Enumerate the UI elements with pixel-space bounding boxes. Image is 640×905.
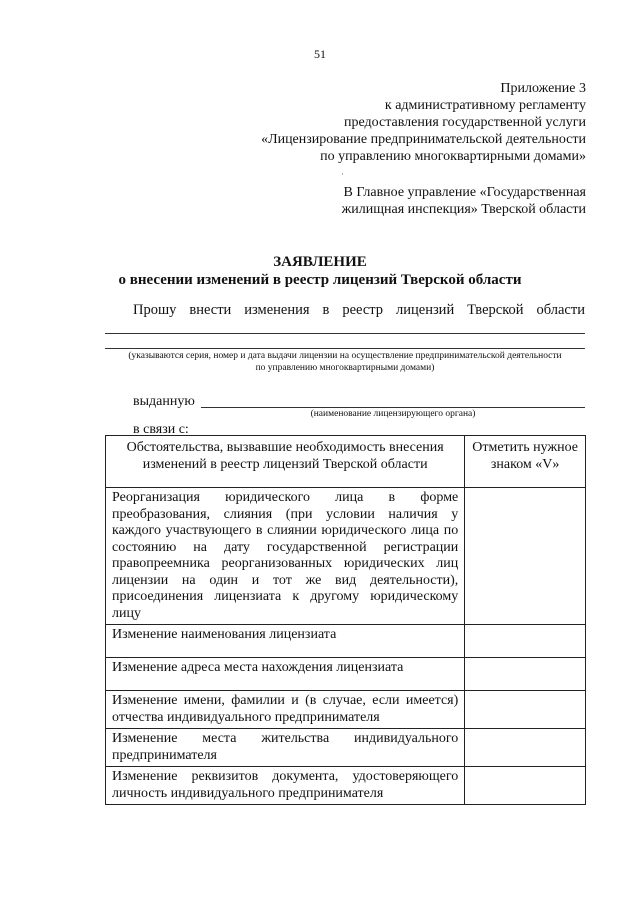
row-text: Изменение реквизитов документа, удостоверяющего личность индивидуального предпринимателя	[106, 767, 465, 805]
stray-dot: ·	[341, 170, 344, 179]
request-word: области	[536, 302, 585, 318]
license-fill-line-2[interactable]	[105, 348, 585, 349]
title-main: ЗАЯВЛЕНИЕ	[273, 254, 367, 270]
row-text: Изменение имени, фамилии и (в случае, если имеется) отчества индивидуального предпринимателя	[106, 691, 465, 729]
mark-cell[interactable]	[465, 691, 586, 729]
mark-cell[interactable]	[465, 625, 586, 658]
request-word: внести	[189, 302, 232, 318]
document-title	[0, 253, 640, 289]
appendix-line: Приложение 3	[500, 81, 586, 96]
row-text: Изменение адреса места нахождения лицензиата	[106, 658, 465, 691]
request-sentence	[105, 302, 585, 319]
license-hint	[80, 350, 610, 374]
row-text: Реорганизация юридического лица в форме преобразования, слияния (при условии наличия у каждого участвующего в слиянии юридического лица по состоянию на дату государственной регистрации правопреемника реорганизованных юридических лиц лицензии на один и тот же вид деятельности), присоединения лицензиата к другому юридическому лицу	[106, 488, 465, 625]
header-circumstances: Обстоятельства, вызвавшие необходимость внесения изменений в реестр лицензий Тверской области	[106, 436, 465, 488]
mark-cell[interactable]	[465, 767, 586, 805]
mark-cell[interactable]	[465, 658, 586, 691]
due-to-label: в связи с:	[133, 422, 189, 437]
issuing-authority-hint: (наименование лицензирующего органа)	[310, 409, 476, 419]
mark-cell[interactable]	[465, 488, 586, 625]
request-word: лицензий	[396, 302, 455, 318]
row-text: Изменение места жительства индивидуального предпринимателя	[106, 729, 465, 767]
issuing-authority-fill-line[interactable]	[201, 407, 585, 408]
addressee-line: жилищная инспекция» Тверской области	[341, 202, 586, 217]
appendix-line: по управлению многоквартирными домами»	[320, 149, 586, 164]
request-word: реестр	[342, 302, 384, 318]
table-row	[106, 767, 586, 805]
addressee	[166, 184, 586, 218]
addressee-line: В Главное управление «Государственная	[343, 185, 586, 200]
appendix-line: предоставления государственной услуги	[344, 115, 586, 130]
request-word: Тверской	[467, 302, 524, 318]
table-row	[106, 691, 586, 729]
table-header-row	[106, 436, 586, 488]
license-hint-line: по управлению многоквартирными домами)	[255, 363, 435, 373]
license-fill-line-1[interactable]	[105, 333, 585, 334]
table-row	[106, 625, 586, 658]
issued-label: выданную	[133, 394, 195, 409]
header-mark: Отметить нужное знаком «V»	[465, 436, 586, 488]
appendix-line: «Лицензирование предпринимательской деятельности	[261, 132, 586, 147]
appendix-header	[166, 80, 586, 165]
row-text: Изменение наименования лицензиата	[106, 625, 465, 658]
table-row	[106, 658, 586, 691]
appendix-line: к административному регламенту	[384, 98, 586, 113]
table-row	[106, 729, 586, 767]
title-sub: о внесении изменений в реестр лицензий Тверской области	[118, 272, 522, 288]
table-row	[106, 488, 586, 625]
request-word: изменения	[244, 302, 310, 318]
changes-table	[105, 435, 586, 805]
page-number: 51	[314, 47, 326, 61]
license-hint-line: (указываются серия, номер и дата выдачи лицензии на осуществление предпринимательской деятельности	[128, 351, 562, 361]
request-word: Прошу	[133, 302, 177, 318]
mark-cell[interactable]	[465, 729, 586, 767]
request-word: в	[322, 302, 330, 318]
